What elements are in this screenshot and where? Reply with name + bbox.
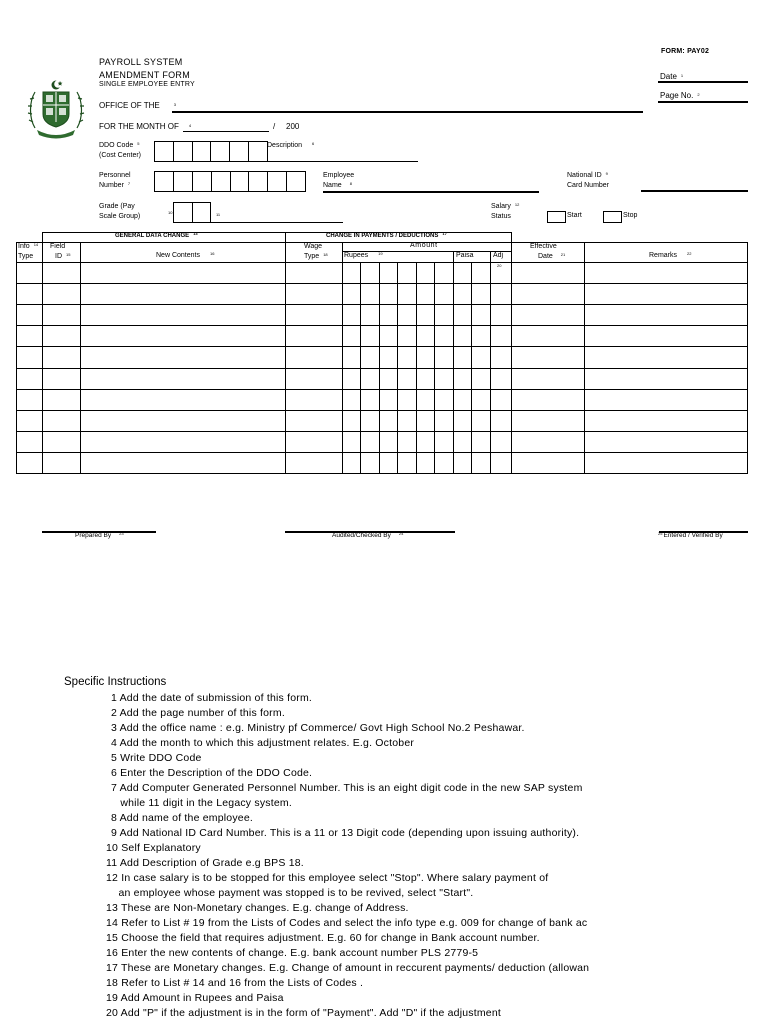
- ddo-code-label: DDO Code $^5$ (Cost Center): [99, 141, 142, 159]
- form-title-line-1: PAYROLL SYSTEM: [99, 57, 183, 67]
- stop-label: Stop: [623, 212, 638, 219]
- table-row[interactable]: [16, 452, 748, 453]
- payments-deductions-header: CHANGE IN PAYMENTS / DEDUCTIONS $^{17}$: [326, 231, 447, 239]
- month-separator: /: [273, 122, 276, 131]
- table-row[interactable]: [16, 325, 748, 326]
- col-remarks: Remarks $^{22}$: [649, 251, 692, 259]
- date-label: Date $^1$: [660, 72, 684, 81]
- list-item: 10 Self Explanatory: [106, 842, 201, 854]
- table-row[interactable]: [16, 368, 748, 369]
- list-item: 4 Add the month to which this adjustment relates. E.g. October: [111, 737, 415, 749]
- instructions-heading: Specific Instructions: [64, 676, 167, 688]
- col-new-contents: New Contents $^{16}$: [156, 251, 215, 259]
- list-item: 19 Add Amount in Rupees and Paisa: [106, 992, 284, 1004]
- list-item: 20 Add "P" if the adjustment is in the form of "Payment". Add "D" if the adjustment: [106, 1007, 501, 1019]
- employee-name-label: Employee Name $^8$: [323, 172, 355, 189]
- list-item: 14 Refer to List # 19 from the Lists of Codes and select the info type e.g. 009 for change of bank ac: [106, 917, 588, 929]
- list-item: 9 Add National ID Card Number. This is a 11 or 13 Digit code (depending upon issuing authority).: [111, 827, 580, 839]
- general-data-change-header: GENERAL DATA CHANGE $^{13}$: [115, 231, 198, 239]
- entered-by-label: $^{25}$Entered / Verified By: [658, 531, 723, 539]
- list-item: 5 Write DDO Code: [111, 752, 202, 764]
- table-row[interactable]: [16, 431, 748, 432]
- list-item: 6 Enter the Description of the DDO Code.: [111, 767, 313, 779]
- list-item: 2 Add the page number of this form.: [111, 707, 285, 719]
- table-row[interactable]: [16, 389, 748, 390]
- office-label: OFFICE OF THE $^3$: [99, 101, 176, 110]
- month-label: FOR THE MONTH OF $^4$: [99, 122, 192, 131]
- list-item: while 11 digit in the Legacy system.: [111, 797, 292, 809]
- grade-num-1: 10: [168, 210, 173, 215]
- col-adj: Adj: [493, 252, 504, 259]
- table-row[interactable]: [16, 283, 748, 284]
- table-header-divider: [16, 262, 748, 263]
- form-title-line-3: SINGLE EMPLOYEE ENTRY: [99, 81, 195, 88]
- list-item: 15 Choose the field that requires adjustment. E.g. 60 for change in Bank account number.: [106, 932, 540, 944]
- table-row[interactable]: [16, 346, 748, 347]
- col-paisa: Paisa: [456, 252, 474, 259]
- col-rupees: Rupees $^{19}$: [344, 251, 383, 259]
- table-row[interactable]: [16, 410, 748, 411]
- table-outer: [16, 242, 748, 474]
- amendment-table: [0, 0, 768, 480]
- col-amount: Amount: [410, 242, 438, 249]
- start-label: Start: [567, 212, 582, 219]
- description-label: Description $^6$: [267, 141, 315, 149]
- col-adj-num: 20: [497, 263, 502, 268]
- table-row[interactable]: [16, 304, 748, 305]
- grade-label: Grade (Pay Scale Group): [99, 203, 141, 220]
- list-item: 16 Enter the new contents of change. E.g. bank account number PLS 2779-5: [106, 947, 479, 959]
- list-item: 13 These are Non-Monetary changes. E.g. change of Address.: [106, 902, 409, 914]
- audited-by-label: Audited/Checked By $^{24}$: [332, 531, 404, 539]
- grade-num-2: 11: [216, 212, 221, 217]
- list-item: 3 Add the office name : e.g. Ministry pf Commerce/ Govt High School No.2 Peshawar.: [111, 722, 525, 734]
- prepared-by-label: Prepared By $^{23}$: [75, 531, 124, 539]
- page-no-label: Page No. $^2$: [660, 91, 700, 100]
- col-field-id: Field ID $^{15}$: [50, 243, 71, 260]
- salary-status-label: Salary $^{12}$ Status: [491, 202, 520, 220]
- col-info-type: Info $^{14}$ Type: [18, 242, 39, 260]
- list-item: 11 Add Description of Grade e.g BPS 18.: [106, 857, 304, 869]
- col-wage-type: Wage Type $^{18}$: [304, 243, 328, 260]
- list-item: 1 Add the date of submission of this form.: [111, 692, 313, 704]
- list-item: 18 Refer to List # 14 and 16 from the Lists of Codes .: [106, 977, 364, 989]
- list-item: 7 Add Computer Generated Personnel Number. This is an eight digit code in the new SAP system: [111, 782, 583, 794]
- national-id-label: National ID $^9$ Card Number: [567, 171, 610, 189]
- form-title-line-2: AMENDMENT FORM: [99, 70, 191, 80]
- month-year: 200: [286, 122, 300, 131]
- col-effective-date: Effective Date $^{21}$: [530, 243, 566, 260]
- personnel-number-label: Personnel Number $^7$: [99, 172, 131, 189]
- list-item: 12 In case salary is to be stopped for this employee select "Stop". Where salary payment of: [106, 872, 549, 884]
- list-item: 17 These are Monetary changes. E.g. Change of amount in reccurent payments/ deduction (allowan: [106, 962, 590, 974]
- list-item: 8 Add name of the employee.: [111, 812, 253, 824]
- list-item: an employee whose payment was stopped is to be revived, select "Start".: [106, 887, 474, 899]
- form-code: FORM: PAY02: [661, 48, 710, 55]
